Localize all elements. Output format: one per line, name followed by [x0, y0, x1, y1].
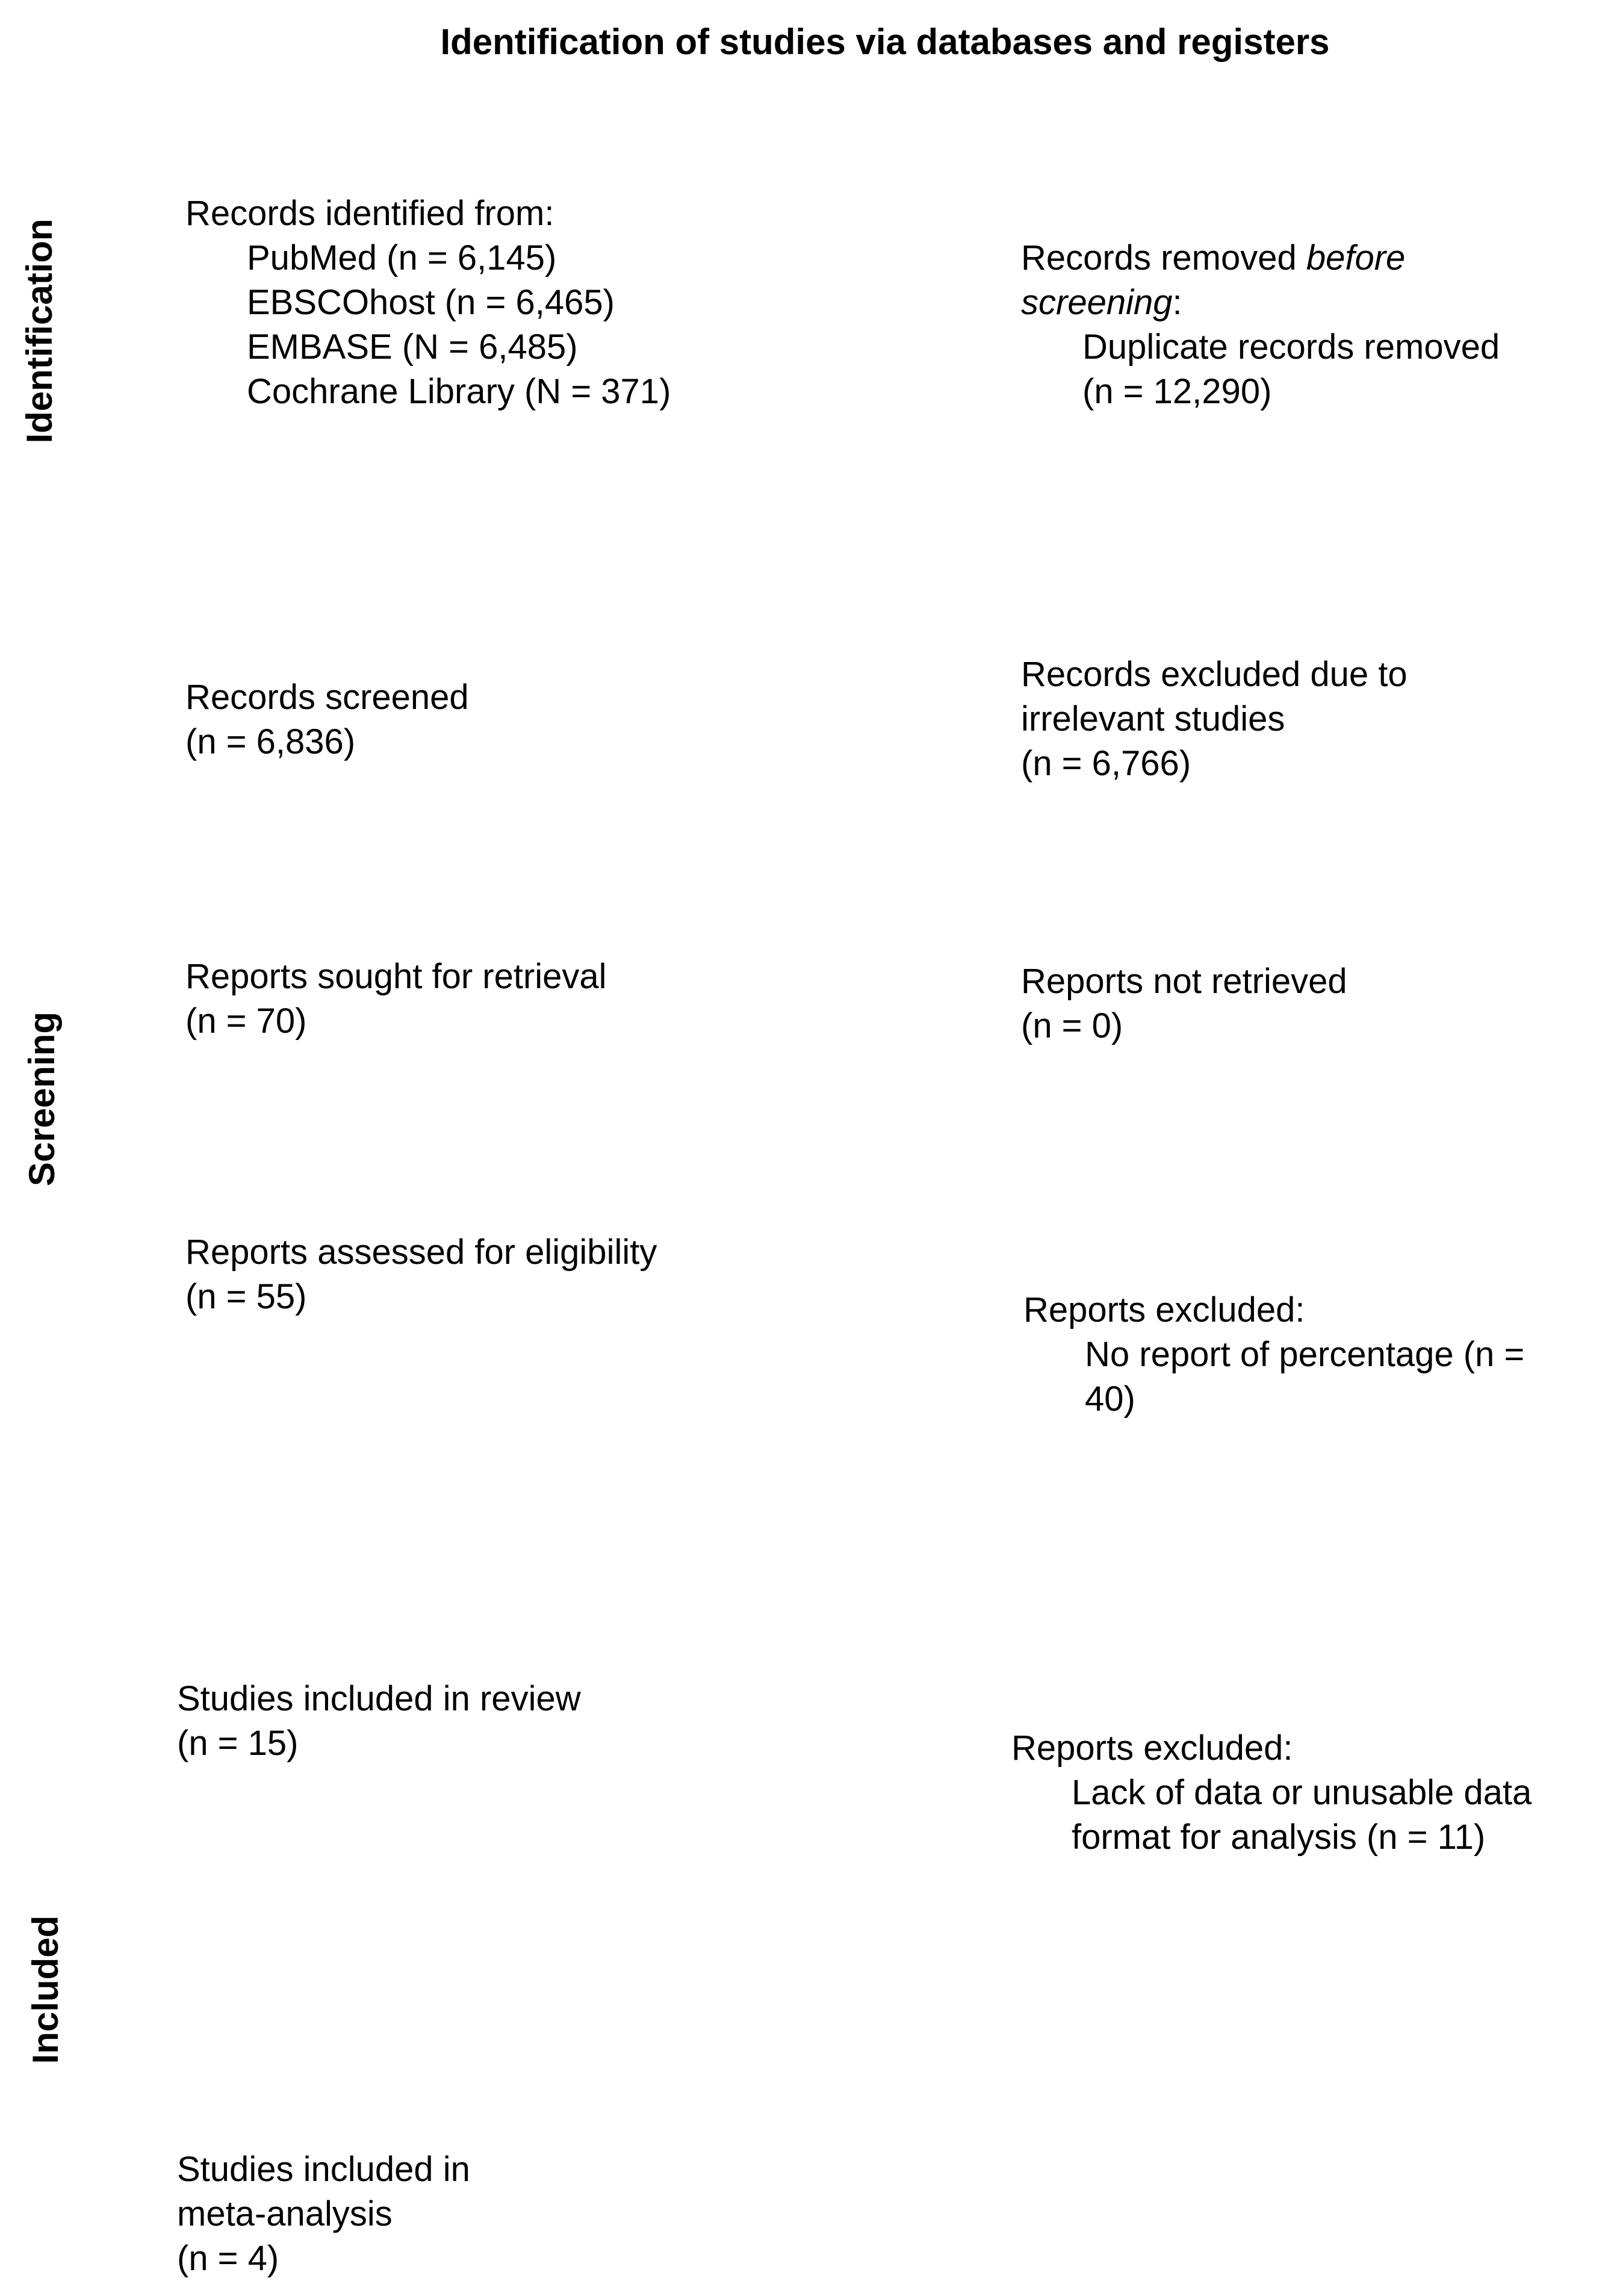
stage-label-identification: Identification: [19, 218, 60, 444]
stage-label-screening: Screening: [22, 1011, 62, 1187]
records-removed-heading: Records removed before: [1021, 238, 1406, 277]
records-excluded-line1: Records excluded due to: [1021, 655, 1408, 694]
records-excluded-count: (n = 6,766): [1021, 744, 1191, 783]
reports-assessed-box: [185, 1230, 657, 1319]
studies-included-review-box: [177, 1677, 581, 1766]
studies-included-meta-line2: meta-analysis: [177, 2194, 393, 2233]
records-screened-label: Records screened: [185, 678, 469, 717]
reports-excluded-data-line2: format for analysis (n = 11): [1072, 1818, 1486, 1857]
studies-included-meta-box: [177, 2147, 470, 2281]
records-screened-count: (n = 6,836): [185, 722, 356, 761]
records-excluded-box: [1021, 652, 1408, 786]
reports-assessed-label: Reports assessed for eligibility: [185, 1233, 657, 1272]
records-removed-heading-cont: screening:: [1021, 283, 1182, 322]
source-pubmed: PubMed (n = 6,145): [247, 238, 557, 277]
reports-not-retrieved-count: (n = 0): [1021, 1006, 1123, 1045]
records-removed-box: [1021, 236, 1500, 414]
records-identified-box: [185, 191, 671, 414]
reports-excluded-data-heading: Reports excluded:: [1011, 1728, 1293, 1768]
source-ebscohost: EBSCOhost (n = 6,465): [247, 283, 615, 322]
source-embase: EMBASE (N = 6,485): [247, 327, 578, 367]
stage-label-included: Included: [25, 1915, 66, 2064]
studies-included-review-count: (n = 15): [177, 1724, 299, 1763]
reports-sought-label: Reports sought for retrieval: [185, 957, 607, 996]
duplicates-removed-label: Duplicate records removed: [1082, 327, 1500, 367]
diagram-title: Identification of studies via databases and registers: [440, 22, 1330, 62]
reports-not-retrieved-label: Reports not retrieved: [1021, 962, 1347, 1001]
studies-included-review-label: Studies included in review: [177, 1679, 581, 1718]
reports-excluded-reason-line2: 40): [1085, 1379, 1135, 1419]
reports-excluded-data-line1: Lack of data or unusable data: [1072, 1773, 1532, 1812]
reports-sought-box: [185, 955, 607, 1044]
studies-included-meta-line1: Studies included in: [177, 2150, 470, 2189]
reports-excluded-data-box: [1011, 1726, 1532, 1860]
records-screened-box: [185, 675, 469, 764]
reports-not-retrieved-box: [1021, 959, 1347, 1048]
reports-excluded-percentage-box: [1023, 1288, 1524, 1422]
duplicates-removed-count: (n = 12,290): [1082, 372, 1272, 411]
reports-excluded-reason-line1: No report of percentage (n =: [1085, 1335, 1525, 1374]
reports-excluded-heading: Reports excluded:: [1023, 1290, 1305, 1329]
records-identified-heading: Records identified from:: [185, 194, 554, 233]
reports-assessed-count: (n = 55): [185, 1277, 307, 1316]
records-excluded-line2: irrelevant studies: [1021, 699, 1285, 738]
source-cochrane: Cochrane Library (N = 371): [247, 372, 671, 411]
reports-sought-count: (n = 70): [185, 1001, 307, 1041]
studies-included-meta-count: (n = 4): [177, 2239, 279, 2278]
